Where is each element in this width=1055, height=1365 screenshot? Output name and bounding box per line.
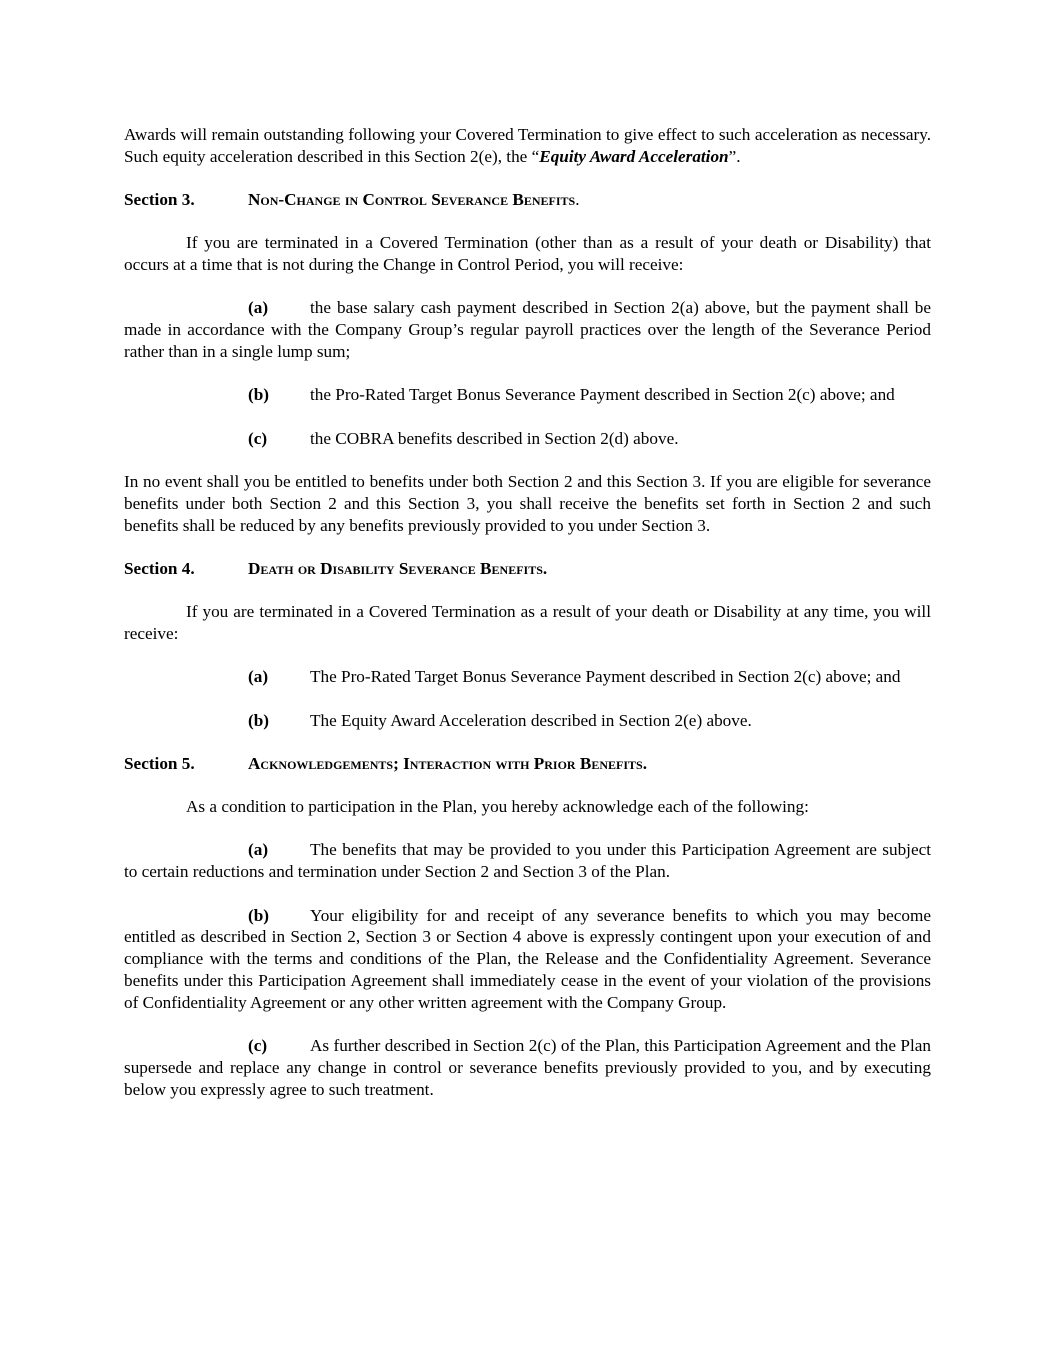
section-5-item-a: (a) The benefits that may be provided to you under this Participation Agreement are subject to certain reductions and termination under Section 2 and Section 3 of the Plan. [124,840,931,882]
section-5-number: Section 5. [124,753,195,773]
section-4-lead: If you are terminated in a Covered Termination as a result of your death or Disability at any time, you will receive: [124,602,931,643]
section-4-title: Death or Disability Severance Benefits. [248,558,548,578]
document-page [124,124,931,1100]
section-4-number: Section 4. [124,558,195,578]
defined-term: Equity Award Acceleration [539,146,729,166]
section-5-item-b: (b) Your eligibility for and receipt of any severance benefits to which you may become entitled as described in Section 2, Section 3 or Section 4 above is expressly contingent upon your execution of and compliance with the terms and conditions of the Plan, the Release and the Confidentiality Agreement. Severance benefits under this Participation Agreement shall immediately cease in the event of your violation of the provisions of Confidentiality Agreement or any other written agreement with the Company Group. [124,905,931,1012]
section-5-heading [124,753,931,775]
section-3-title: Non-Change in Control Severance Benefits [248,190,576,210]
section-3-item-c: (c) the COBRA benefits described in Section 2(d) above. [248,428,679,448]
section-5-lead: As a condition to participation in the Plan, you hereby acknowledge each of the following: [186,797,809,817]
section-3-heading: Section 3. Non-Change in Control Severance Benefits. [124,190,580,210]
section-3-closing: In no event shall you be entitled to benefits under both Section 2 and this Section 3. If you are eligible for severance benefits under both Section 2 and this Section 3, you shall receive the benefits set forth in Section 2 and such benefits shall be reduced by any benefits previously provided to you under Section 3. [124,471,931,535]
intro-paragraph: Awards will remain outstanding following your Covered Termination to give effect to such acceleration as necessary. Such equity acceleration described in this Section 2(e), the “Equity Award Acceleration”. [124,125,931,166]
section-4-heading [124,558,931,580]
section-3-lead: If you are terminated in a Covered Termination (other than as a result of your death or Disability) that occurs at a time that is not during the Change in Control Period, you will receive: [124,233,931,275]
section-4-item-a: (a) The Pro-Rated Target Bonus Severance Payment described in Section 2(c) above; and [248,667,901,687]
section-4-item-b: (b) The Equity Award Acceleration described in Section 2(e) above. [248,710,752,730]
section-5-item-c: (c) As further described in Section 2(c) of the Plan, this Participation Agreement and the Plan supersede and replace any change in control or severance benefits previously provided to you, and by executing below you expressly agree to such treatment. [124,1036,931,1099]
section-5-title: Acknowledgements; Interaction with Prior Benefits. [248,753,647,773]
section-3-number: Section 3. [124,190,195,210]
section-3-item-a: (a) the base salary cash payment described in Section 2(a) above, but the payment shall be made in accordance with the Company Group’s regular payroll practices over the length of the Severance Period rather than in a single lump sum; [124,298,931,362]
section-3-item-b: (b) the Pro-Rated Target Bonus Severance Payment described in Section 2(c) above; and [248,385,895,405]
